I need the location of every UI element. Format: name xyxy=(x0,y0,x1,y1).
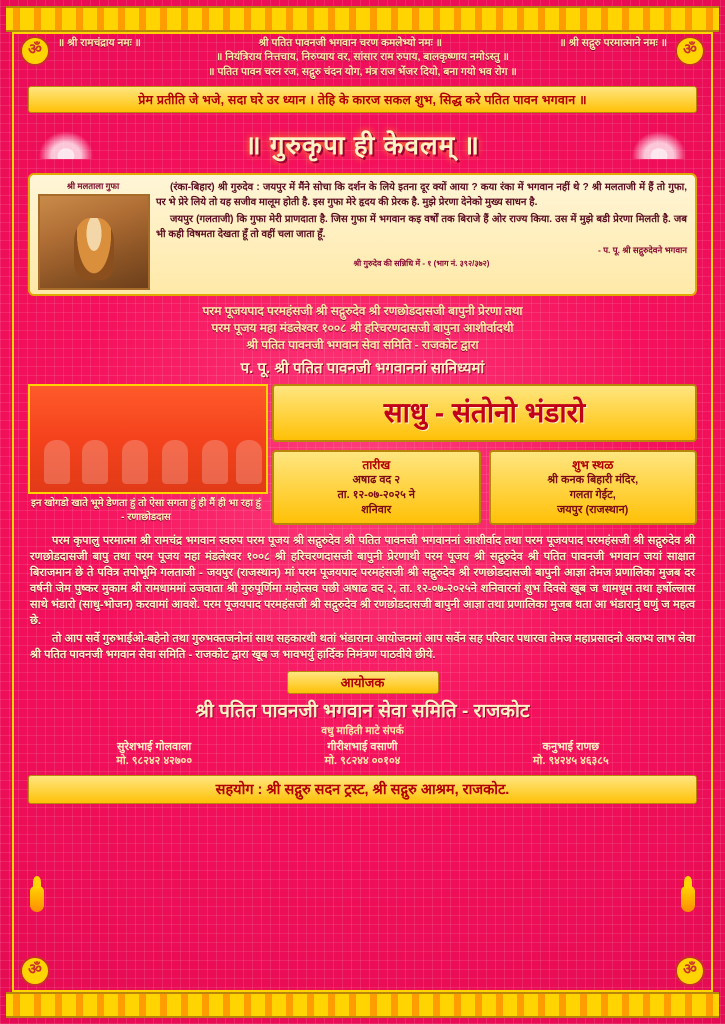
om-icon-top-left: ॐ xyxy=(20,36,50,66)
event-info-row xyxy=(272,450,697,525)
contact-item xyxy=(325,740,401,768)
quote-photo-column xyxy=(38,181,148,290)
contact-name: कनुभाई राणछ xyxy=(542,741,600,753)
invocation-line-2: ॥ नियंत्रिराय नित्तचाय, निरुप्याय वर, सांसार राम रुपाय, बालकृष्णाय नमोऽस्तु ॥ xyxy=(216,51,509,63)
contact-phone[interactable]: मो. ९८२४२ ४२७०० xyxy=(116,755,193,767)
photo-figure xyxy=(122,440,148,484)
guru-cave-photo xyxy=(38,194,150,290)
kalash-icon-left xyxy=(28,876,46,916)
lotus-icon-left xyxy=(34,127,98,159)
om-icon-bottom-left: ॐ xyxy=(20,956,50,986)
kalash-icon-right xyxy=(679,876,697,916)
photo-figure xyxy=(202,440,228,484)
poster-content xyxy=(14,30,711,994)
photo-figure xyxy=(162,440,188,484)
bhandaro-photo xyxy=(28,384,268,494)
bottom-border-band xyxy=(6,992,719,1018)
top-border-band xyxy=(6,6,719,32)
om-icon-bottom-right: ॐ xyxy=(675,956,705,986)
blessing-block xyxy=(24,303,701,354)
photo-figure xyxy=(82,440,108,484)
contact-subheading: वधु माहिती माटे संपर्क xyxy=(321,725,404,737)
contact-name: गीरीशभाई वसाणी xyxy=(327,741,398,753)
contact-item xyxy=(116,740,192,768)
event-photo-column xyxy=(28,384,264,525)
sahyog-band: सहयोग : श्री सद्गुरु सदन ट्रस्ट, श्री सद्गुरु आश्रम, राजकोट. xyxy=(28,775,697,804)
photo-figure xyxy=(44,440,70,484)
page-title: ॥ गुरुकृपा ही केवलम् ॥ xyxy=(245,130,480,160)
quote-text xyxy=(156,181,687,290)
photo-figure xyxy=(236,440,262,484)
invocation-center: श्री पतित पावनजी भगवान चरण कमलेभ्यो नमः ॥ xyxy=(258,37,442,49)
contact-item xyxy=(533,740,609,768)
contact-list xyxy=(24,740,701,768)
date-card-head: तारीख xyxy=(362,458,391,472)
quote-paragraph-1: (रंका-बिहार) श्री गुरुदेव : जयपुर में मैंने सोचा कि दर्शन के लिये इतना दूर क्यों आया ? कया रंका में भगवान नहीं थे ? श्री मलताजी में हैं तो गुफा, पर भे प्रेरे लिये तो यह सजीव मालूम होती है. इस गुफा मेरे हृदय की प्रेरक है. मुझे प्रेरणा देनेको मुख्य साधन है. xyxy=(156,182,687,208)
headline-area xyxy=(28,121,697,167)
date-card-line-3: शनिवार xyxy=(361,504,392,516)
blessing-line-1: परम पूजयपाद परमहंसजी श्री सद्गुरुदेव श्री रणछोडदासजी बापुनी प्रेरणा तथा xyxy=(202,304,523,318)
venue-card xyxy=(489,450,698,525)
date-card-line-1: अषाढ वद २ xyxy=(352,474,401,486)
quote-source: श्री गुरुदेव की सन्निधि में - १ (भाग नं. ३९२/३७२) xyxy=(353,259,490,268)
venue-card-line-1: श्री कनक बिहारी मंदिर, xyxy=(547,474,639,486)
invocation-line-3: ॥ पतित पावन चरन रज, सद्गुरु चंदन योग, मंत्र राज भेंजर दियो, बना गयो भव रोग ॥ xyxy=(208,66,517,78)
blessing-line-2: परम पूजय महा मंडलेश्वर १००८ श्री हरिचरणदासजी बापुना आशीर्वादथी xyxy=(211,321,514,335)
organiser-heading: आयोजक xyxy=(287,671,439,694)
event-photo-caption: इन खोगडो खाते भूमे डेणता हुं तो ऐसा सगता हुं ही मैं ही भा रहा हुं - रणाछोडदास xyxy=(31,498,261,523)
body-text xyxy=(30,533,695,663)
quote-photo-caption: श्री मलताला गुफा xyxy=(66,181,120,191)
date-card xyxy=(272,450,481,525)
venue-card-line-2: गलता गेईट, xyxy=(569,489,616,501)
venue-card-head: शुभ स्थळ xyxy=(572,458,614,472)
invocation-right: ॥ श्री सद्गुरु परमात्माने नमः ॥ xyxy=(559,37,667,49)
quote-signature: - प. पू. श्री सद्गुरुदेवने भगवान xyxy=(598,245,687,255)
invocation-left: ॥ श्री रामचंद्राय नमः ॥ xyxy=(58,37,141,49)
contact-phone[interactable]: मो. ९४२४५ ४६३८५ xyxy=(532,755,609,767)
invocation-row xyxy=(24,34,701,50)
body-paragraph-2: तो आप सर्वे गुरुभाईओ-बहेनो तथा गुरुभक्तजनोनां साथ सहकारथी थतां भंडाराना आयोजनमां आप सर्वेन सह परिवार पधारवा तेमज महाप्रसादनो अलभ्य लाभ लेवा श्री पतित पावनजी भगवान सेवा समिति - राजकोट द्वारा खूब ज भावभर्यु हार्दिक निमंत्रण पाठवीये छीये. xyxy=(30,633,695,661)
quote-paragraph-2: जयपुर (गलताजी) कि गुफा मेरी प्राणदाता है. जिस गुफा में भगवान कइ वर्षों तक बिराजे हैं ओर राज्य किया. उस में मुझे बडी प्रेरणा मिलती है. जब भी कही विषमता देखता हूँ तो वहीं चला जाता हूँ. xyxy=(156,214,687,240)
contact-phone[interactable]: मो. ९८२४४ ००१०४ xyxy=(324,755,401,767)
contact-name: सुरेशभाई गोलवाला xyxy=(117,741,192,753)
blessing-line-3: श्री पतित पावनजी भगवान सेवा समिति - राजकोट द्वारा xyxy=(246,338,479,352)
date-card-line-2: ता. १२-०७-२०२५ ने xyxy=(337,489,415,501)
organiser-name: श्री पतित पावनजी भगवान सेवा समिति - राजकोट xyxy=(195,701,530,722)
prem-pratiti-band: प्रेम प्रतीति जे भजे, सदा घरे उर ध्यान । तेहि के कारज सकल शुभ, सिद्ध करे पतित पावन भगवान ॥ xyxy=(28,86,697,113)
om-icon-top-right: ॐ xyxy=(675,36,705,66)
lotus-icon-right xyxy=(627,127,691,159)
quote-box xyxy=(28,173,697,296)
body-paragraph-1: परम कृपालु परमात्मा श्री रामचंद्र भगवान स्वरुप परम पूजय श्री सद्गुरुदेव श्री पतित पावनजी भगवाननां आशीर्वाद तथा परम पूजयपाद परमहंसजी श्री सद्गुरुदेव श्री रणछोडदासजी बापु तथा परम पूजय महा मंडलेश्वर १००८ श्री हरिचरणदासजी बापुनी प्रेरणाथी परम पूजय श्री सद्गुरुदेव श्री पतित पावनजी भगवान जयां साक्षात बिराजमान छे ते पवित्र तपोभूमि गलताजी - जयपुर (राजस्थान) मां परम पूजयपाद परमहंसजी श्री सद्गुरुदेव श्री रणछोडदासजी बापुनी आज्ञा तेमज प्रणालिका मुजब दर वर्षनी जेम पुष्कर मुकाम श्री रामधाममां उजवाता श्री गुरुपूर्णिमा महोत्सव पछी अषाढ वद २, ता. १२-०७-२०२५ने शनिवारनां शुभ दिवसे खूब ज धामधूम तथा हर्षोल्लास साथे भंडारो (साधु-भोजन) करवामां आवशे. परम पूजयपाद परमहंसजी श्री सद्गुरुदेव श्री रणछोडदासजी बापुनी आज्ञा तथा प्रणालिका मुजब थता आ भंडारानुं घणुं ज महत्व छे. xyxy=(30,535,695,627)
venue-card-line-3: जयपुर (राजस्थान) xyxy=(557,504,629,516)
event-title: साधु - संतोनो भंडारो xyxy=(272,384,697,442)
event-block xyxy=(28,384,697,525)
event-details xyxy=(272,384,697,525)
sanidhya-line: प. पू. श्री पतित पावनजी भगवाननां सानिध्यमां xyxy=(240,360,485,377)
